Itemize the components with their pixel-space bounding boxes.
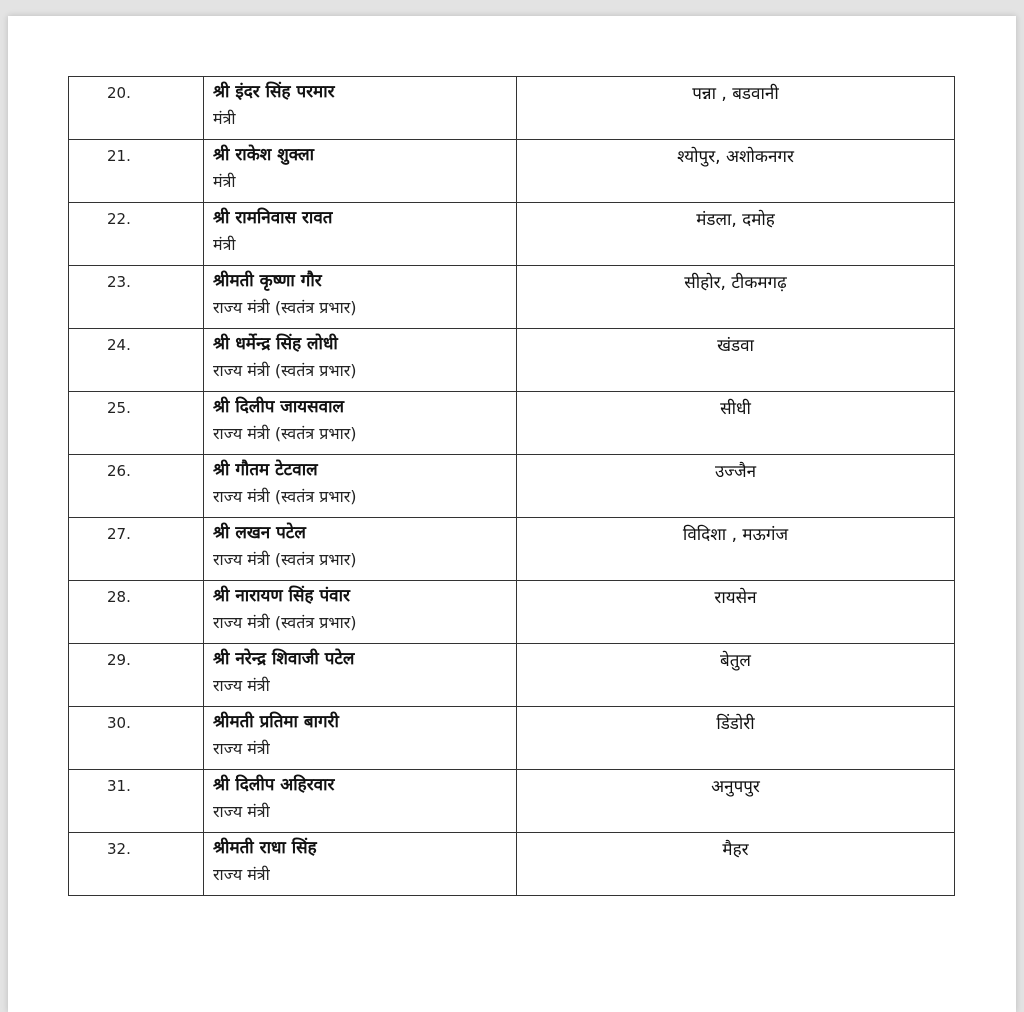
serial-number: 29. (107, 651, 131, 669)
table-row (69, 392, 955, 455)
name-cell (204, 518, 517, 581)
serial-number: 26. (107, 462, 131, 480)
district-cell (517, 329, 955, 392)
minister-name: श्री दिलीप जायसवाल (213, 397, 345, 417)
district-cell (517, 140, 955, 203)
name-cell (204, 707, 517, 770)
serial-number: 31. (107, 777, 131, 795)
district-cell (517, 266, 955, 329)
table-row (69, 140, 955, 203)
table-row (69, 518, 955, 581)
minister-role: राज्य मंत्री (213, 802, 270, 821)
district-cell (517, 455, 955, 518)
document-page (8, 16, 1016, 1012)
minister-role: राज्य मंत्री (213, 739, 270, 758)
district-cell (517, 203, 955, 266)
district-name: पन्ना , बडवानी (692, 84, 779, 104)
district-cell (517, 707, 955, 770)
district-name: मंडला, दमोह (696, 210, 775, 230)
district-name: सीहोर, टीकमगढ़ (684, 273, 787, 293)
serial-number: 24. (107, 336, 131, 354)
serial-cell (69, 203, 204, 266)
serial-cell (69, 140, 204, 203)
serial-cell (69, 770, 204, 833)
serial-cell (69, 455, 204, 518)
serial-cell (69, 329, 204, 392)
district-name: सीधी (720, 399, 751, 419)
name-cell (204, 833, 517, 896)
table-row (69, 455, 955, 518)
minister-name: श्रीमती राधा सिंह (213, 838, 317, 858)
serial-number: 28. (107, 588, 131, 606)
minister-name: श्री नरेन्द्र शिवाजी पटेल (213, 649, 355, 669)
district-name: खंडवा (717, 336, 754, 356)
name-cell (204, 77, 517, 140)
minister-role: राज्य मंत्री (स्वतंत्र प्रभार) (213, 298, 357, 317)
serial-cell (69, 707, 204, 770)
minister-role: राज्य मंत्री (213, 676, 270, 695)
minister-name: श्रीमती प्रतिमा बागरी (213, 712, 339, 732)
serial-number: 25. (107, 399, 131, 417)
table-row (69, 833, 955, 896)
serial-number: 27. (107, 525, 131, 543)
minister-name: श्री लखन पटेल (213, 523, 306, 543)
serial-cell (69, 266, 204, 329)
serial-number: 20. (107, 84, 131, 102)
minister-name: श्री इंदर सिंह परमार (213, 82, 335, 102)
name-cell (204, 392, 517, 455)
district-name: विदिशा , मऊगंज (682, 525, 789, 545)
minister-role: राज्य मंत्री (स्वतंत्र प्रभार) (213, 487, 357, 506)
district-cell (517, 518, 955, 581)
serial-number: 32. (107, 840, 131, 858)
minister-name: श्री दिलीप अहिरवार (213, 775, 335, 795)
minister-name: श्री राकेश शुक्ला (213, 145, 315, 165)
minister-role: राज्य मंत्री (स्वतंत्र प्रभार) (213, 550, 357, 569)
table-row (69, 644, 955, 707)
district-cell (517, 644, 955, 707)
minister-name: श्री धर्मेन्द्र सिंह लोधी (213, 334, 338, 354)
table-row (69, 581, 955, 644)
minister-table (68, 76, 955, 896)
name-cell (204, 644, 517, 707)
name-cell (204, 266, 517, 329)
minister-role: राज्य मंत्री (स्वतंत्र प्रभार) (213, 361, 357, 380)
district-name: उज्जैन (714, 462, 757, 482)
minister-role: राज्य मंत्री (213, 865, 270, 884)
minister-name: श्रीमती कृष्णा गौर (213, 271, 322, 291)
district-name: डिंडोरी (716, 714, 755, 734)
district-name: अनुपपुर (711, 777, 760, 797)
minister-role: राज्य मंत्री (स्वतंत्र प्रभार) (213, 613, 357, 632)
serial-cell (69, 833, 204, 896)
minister-role: मंत्री (213, 172, 236, 191)
serial-number: 22. (107, 210, 131, 228)
serial-cell (69, 518, 204, 581)
name-cell (204, 455, 517, 518)
district-name: मैहर (722, 840, 749, 860)
table-row (69, 203, 955, 266)
serial-cell (69, 581, 204, 644)
district-cell (517, 581, 955, 644)
minister-name: श्री नारायण सिंह पंवार (213, 586, 350, 606)
name-cell (204, 140, 517, 203)
serial-cell (69, 644, 204, 707)
table-row (69, 77, 955, 140)
minister-name: श्री गौतम टेटवाल (213, 460, 318, 480)
table-row (69, 329, 955, 392)
district-cell (517, 77, 955, 140)
district-name: श्योपुर, अशोकनगर (677, 147, 794, 167)
table-body (69, 77, 955, 896)
minister-role: मंत्री (213, 235, 236, 254)
minister-role: राज्य मंत्री (स्वतंत्र प्रभार) (213, 424, 357, 443)
district-name: बेतुल (720, 651, 751, 671)
serial-number: 21. (107, 147, 131, 165)
minister-role: मंत्री (213, 109, 236, 128)
minister-name: श्री रामनिवास रावत (213, 208, 333, 228)
district-cell (517, 770, 955, 833)
table-row (69, 266, 955, 329)
name-cell (204, 581, 517, 644)
serial-number: 30. (107, 714, 131, 732)
name-cell (204, 329, 517, 392)
district-cell (517, 833, 955, 896)
district-name: रायसेन (714, 588, 757, 608)
serial-number: 23. (107, 273, 131, 291)
serial-cell (69, 77, 204, 140)
table-row (69, 770, 955, 833)
serial-cell (69, 392, 204, 455)
name-cell (204, 770, 517, 833)
table-row (69, 707, 955, 770)
district-cell (517, 392, 955, 455)
name-cell (204, 203, 517, 266)
